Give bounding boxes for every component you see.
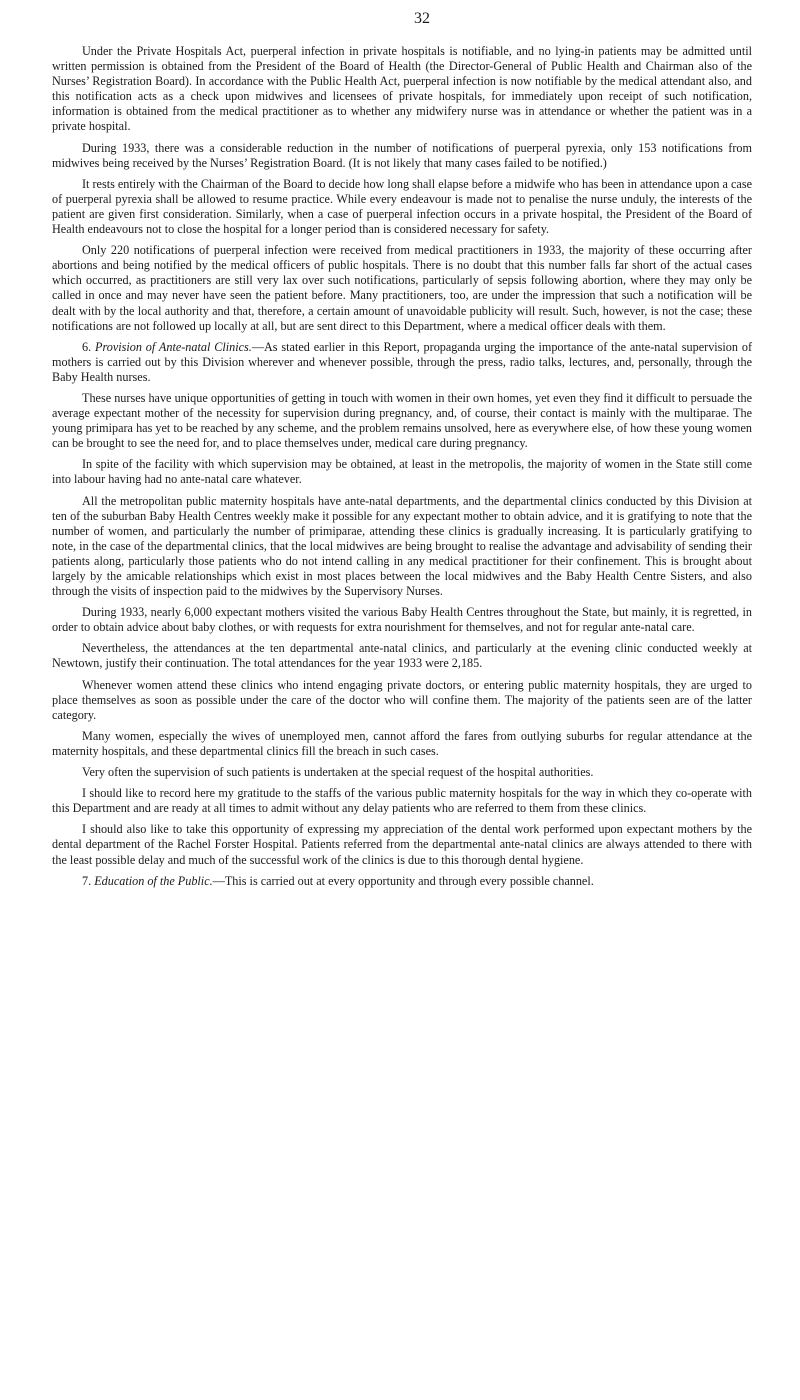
paragraph-expectant-mothers-1933: During 1933, nearly 6,000 expectant mothers visited the various Baby Health Centres throughout the State, but mainly, it is regretted, in order to obtain advice about baby clothes, or with requests for extra nourishment for themselves, and not for regular ante-natal care. bbox=[52, 605, 752, 635]
paragraph-dental-work: I should also like to take this opportunity of expressing my appreciation of the dental work performed upon expectant mothers by the dental department of the Rachel Forster Hospital. Patients referred from the departmental ante-natal clinics are always attended to there with the least possible delay and much of the successful work of the clinics is due to this thorough dental hygiene. bbox=[52, 822, 752, 867]
paragraph-metropolitan-hospitals: All the metropolitan public maternity hospitals have ante-natal departments, and the departmental clinics conducted by this Division at ten of the suburban Baby Health Centres weekly make it possible for any expectant mother to obtain advice, and it is gratifying to note that the number of women, and particularly the number of primiparae, attending these clinics is gradually increasing. It is particularly gratifying to note, in the case of the departmental clinics, that the local midwives are being brought to realise the advantage and advisability of sending their patients along, particularly those patients who do not intend calling in any medical practitioner for their confinement. This is brought about largely by the amicable relationships which exist in most places between the local midwives and the Baby Health Centre Sisters, and also through the visits of inspection paid to the midwives by the Supervisory Nurses. bbox=[52, 493, 752, 599]
section-7-title: Education of the Public. bbox=[94, 873, 213, 888]
section-7-number: 7. bbox=[82, 873, 92, 888]
paragraph-chairman-decision: It rests entirely with the Chairman of the Board to decide how long shall elapse before a midwife who has been in attendance upon a case of puerperal pyrexia shall be allowed to resume practice. While every endeavour is made not to penalise the nurse unduly, the interests of the patient are given first consideration. Similarly, when a case of puerperal infection occurs in a private hospital, the President of the Board of Health endeavours not to close the hospital for a longer period than is considered necessary for safety. bbox=[52, 176, 752, 237]
section-6-number: 6. bbox=[82, 339, 92, 354]
page-number: 32 bbox=[414, 10, 430, 27]
paragraph-facility-supervision: In spite of the facility with which supervision may be obtained, at least in the metropolis, the majority of women in the State still come into labour having had no ante-natal care whatever. bbox=[52, 457, 752, 487]
paragraph-gratitude: I should like to record here my gratitude to the staffs of the various public maternity hospitals for the way in which they co-operate with this Department and are ready at all times to admit without any delay patients who are referred to them from these clinics. bbox=[52, 786, 752, 816]
paragraph-attendances: Nevertheless, the attendances at the ten departmental ante-natal clinics, and particularly at the evening clinic conducted weekly at Newtown, justify their continuation. The total attendances for the year 1933 were 2,185. bbox=[52, 641, 752, 671]
paragraph-private-hospitals-act: Under the Private Hospitals Act, puerperal infection in private hospitals is notifiable, and no lying-in patients may be admitted until written permission is obtained from the President of the Board of Health (the Director-General of Public Health and Chairman also of the Nurses’ Registration Board). In accordance with the Public Health Act, puerperal infection is now notifiable by the medical attendant also, and this notification acts as a check upon midwives and licensees of private hospitals, for immediately upon receipt of such notification, information is obtained from the medical practitioner as to whether any midwifery nurse was in attendance or whether the patient was in a private hospital. bbox=[52, 44, 752, 134]
paragraph-private-doctors: Whenever women attend these clinics who intend engaging private doctors, or entering public maternity hospitals, they are urged to place themselves as soon as possible under the care of the doctor who will confine them. The majority of the patients seen are of the latter category. bbox=[52, 677, 752, 722]
section-6-lead: —As stated earlier in this Report, propaganda urging the importance of the ante-natal supervision of mothers is carried out by this Division wherever and whenever possible, through the press, radio talks, lectures, and, personally, through the Baby Health nurses. bbox=[52, 339, 753, 384]
section-7-lead: —This is carried out at every opportunity and through every possible channel. bbox=[212, 873, 594, 888]
document-page bbox=[52, 10, 752, 895]
paragraph-nurses-opportunities: These nurses have unique opportunities of getting in touch with women in their own homes, yet even they find it difficult to persuade the average expectant mother of the necessity for supervision during pregnancy, and, of course, their contact is mainly with the multiparae. The young primipara has yet to be reached by any scheme, and the problem remains unsolved, here as everywhere else, of how these young women can be brought to see the need for, and to place themselves under, medical care during pregnancy. bbox=[52, 390, 752, 451]
paragraph-hospital-request: Very often the supervision of such patients is undertaken at the special request of the hospital authorities. bbox=[82, 765, 594, 780]
paragraph-notifications-1933: During 1933, there was a considerable reduction in the number of notifications of puerperal pyrexia, only 153 notifications from midwives being received by the Nurses’ Registration Board. (It is not likely that many cases failed to be notified.) bbox=[52, 140, 752, 170]
paragraph-practitioner-notifications: Only 220 notifications of puerperal infection were received from medical practitioners in 1933, the majority of these occurring after abortions and being notified by the medical officers of public hospitals. There is no doubt that this number falls far short of the actual cases which occurred, as practitioners are still very lax over such notifications, particularly of sepsis following abortion, where they may only be called in once and may never have seen the patient before. Many practitioners, too, are under the impression that such a notification will be dealt with by the local authority and that, therefore, a certain amount of unavoidable publicity will result. Such, however, is not the case; these notifications are not followed up locally at all, but are sent direct to this Department, where a medical officer deals with them. bbox=[52, 243, 752, 333]
section-6-paragraph bbox=[52, 340, 752, 385]
section-7-paragraph bbox=[52, 874, 752, 889]
paragraph-unemployed-wives: Many women, especially the wives of unemployed men, cannot afford the fares from outlying suburbs for regular attendance at the maternity hospitals, and these departmental clinics fill the breach in such cases. bbox=[52, 728, 752, 758]
section-6-title: Provision of Ante-natal Clinics. bbox=[95, 339, 252, 354]
